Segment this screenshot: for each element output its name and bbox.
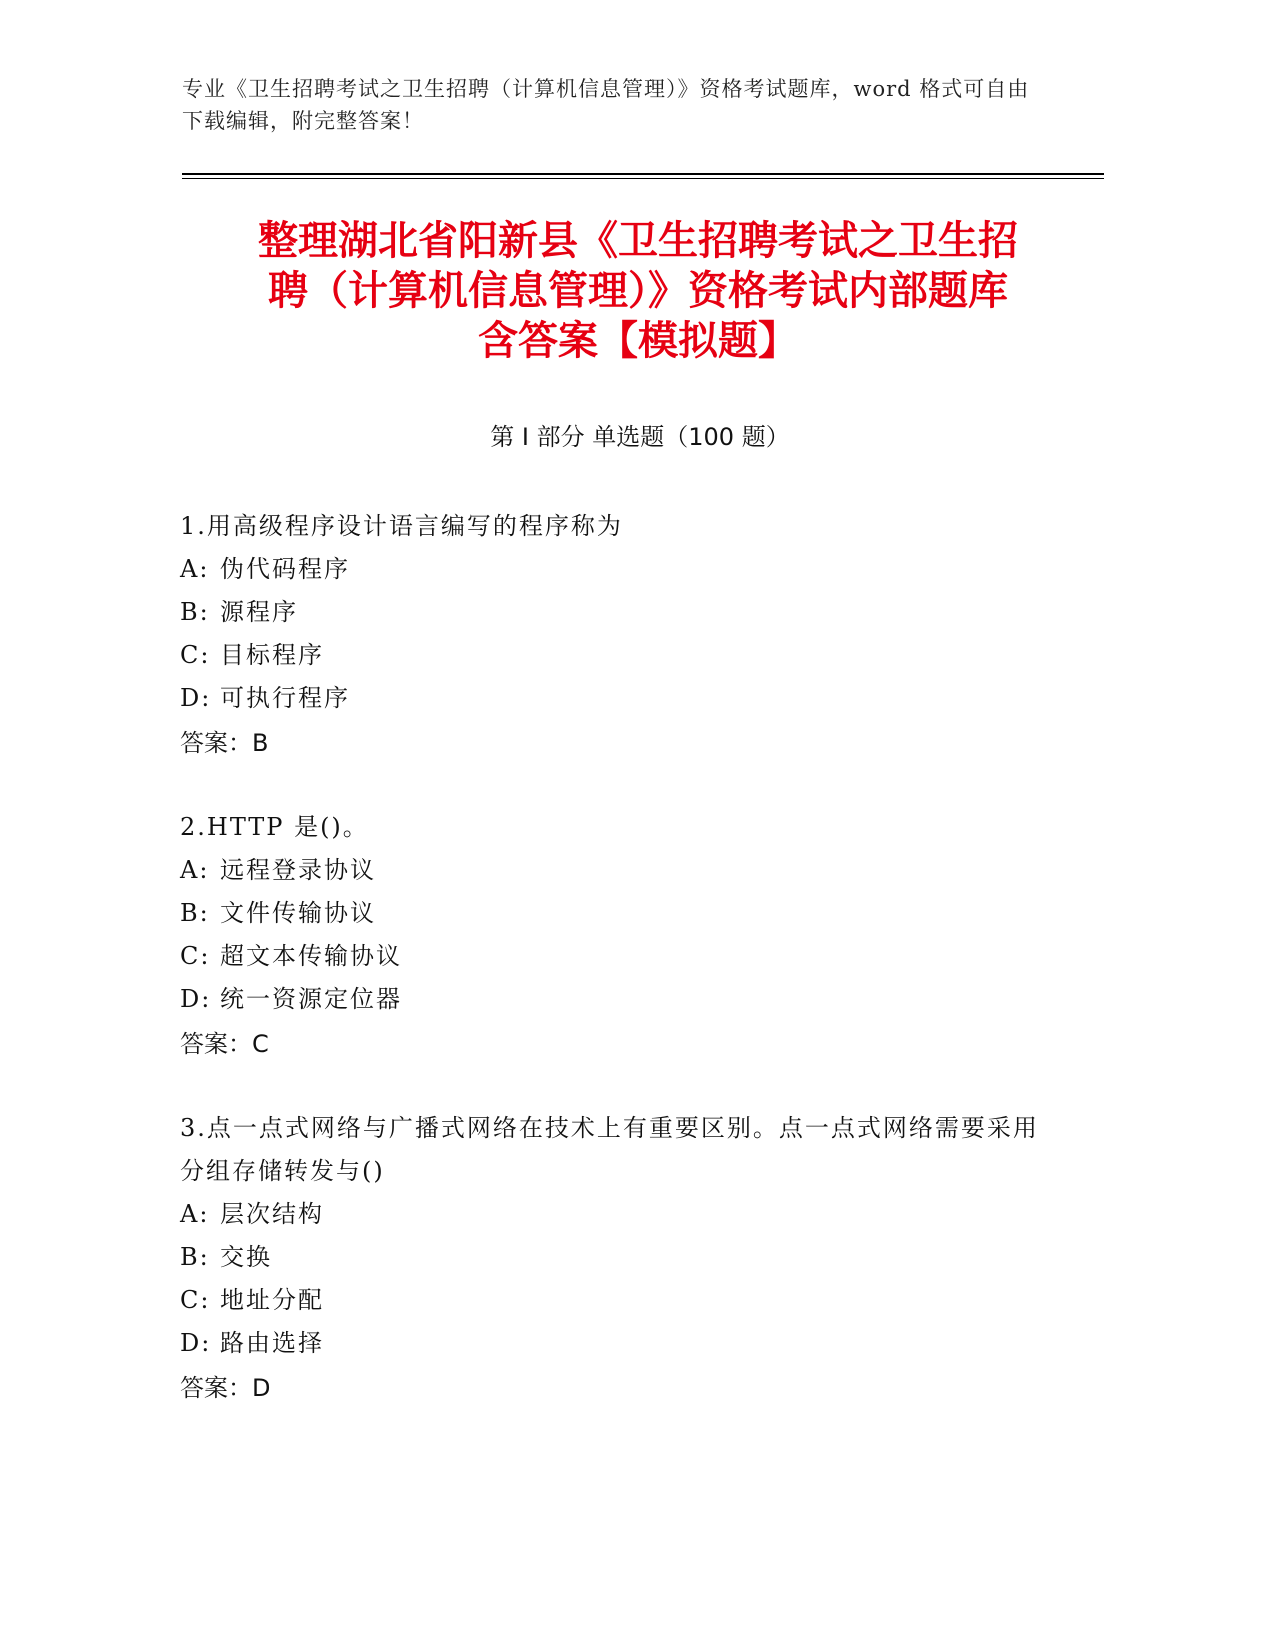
question-stem: 3.点一点式网络与广播式网络在技术上有重要区别。点一点式网络需要采用分组存储转发与(): [180, 1114, 1039, 1185]
document-title-line: 含答案【模拟题】: [478, 318, 798, 364]
document-title: [180, 216, 1096, 366]
option-text: 可执行程序: [220, 684, 350, 712]
option-key: B:: [180, 598, 210, 626]
option-b: [180, 591, 1040, 634]
question-stem: 2.HTTP 是()。: [180, 813, 369, 841]
question-stem: 1.用高级程序设计语言编写的程序称为: [180, 512, 623, 540]
option-d: [180, 978, 1040, 1021]
document-title-line: 聘（计算机信息管理）》资格考试内部题库: [268, 268, 1008, 314]
option-a: [180, 1193, 1040, 1236]
option-d: [180, 1322, 1040, 1365]
option-text: 远程登录协议: [220, 856, 376, 884]
option-text: 路由选择: [220, 1329, 324, 1357]
option-text: 文件传输协议: [220, 899, 376, 927]
option-key: C:: [180, 641, 211, 669]
answer-line: 答案：B: [180, 729, 269, 757]
option-key: A:: [180, 1200, 210, 1228]
option-text: 源程序: [220, 598, 298, 626]
option-text: 伪代码程序: [220, 555, 350, 583]
option-key: D:: [180, 985, 212, 1013]
option-c: [180, 935, 1040, 978]
option-key: B:: [180, 1243, 210, 1271]
option-a: [180, 849, 1040, 892]
option-text: 地址分配: [220, 1286, 324, 1314]
option-b: [180, 892, 1040, 935]
answer-line: 答案：C: [180, 1030, 269, 1058]
option-key: A:: [180, 856, 210, 884]
option-key: D:: [180, 1329, 212, 1357]
document-title-line: 整理湖北省阳新县《卫生招聘考试之卫生招: [258, 218, 1018, 264]
option-text: 交换: [220, 1243, 272, 1271]
option-key: C:: [180, 942, 211, 970]
header-rule-thin: [182, 178, 1104, 179]
section-heading: 第 I 部分 单选题（100 题）: [490, 423, 790, 451]
question-list: [180, 505, 1040, 1451]
option-b: [180, 1236, 1040, 1279]
question-item: [180, 1107, 1040, 1411]
question-item: [180, 505, 1040, 766]
header-rule-thick: [182, 173, 1104, 175]
option-key: D:: [180, 684, 212, 712]
option-c: [180, 1279, 1040, 1322]
option-c: [180, 634, 1040, 677]
header-note: 专业《卫生招聘考试之卫生招聘（计算机信息管理）》资格考试题库，word 格式可自由下载编辑，附完整答案！: [182, 77, 1030, 133]
question-item: [180, 806, 1040, 1067]
option-text: 统一资源定位器: [220, 985, 402, 1013]
option-a: [180, 548, 1040, 591]
option-text: 超文本传输协议: [220, 942, 402, 970]
option-key: A:: [180, 555, 210, 583]
option-text: 目标程序: [220, 641, 324, 669]
option-d: [180, 677, 1040, 720]
answer-line: 答案：D: [180, 1374, 271, 1402]
option-key: B:: [180, 899, 210, 927]
option-key: C:: [180, 1286, 211, 1314]
option-text: 层次结构: [220, 1200, 324, 1228]
